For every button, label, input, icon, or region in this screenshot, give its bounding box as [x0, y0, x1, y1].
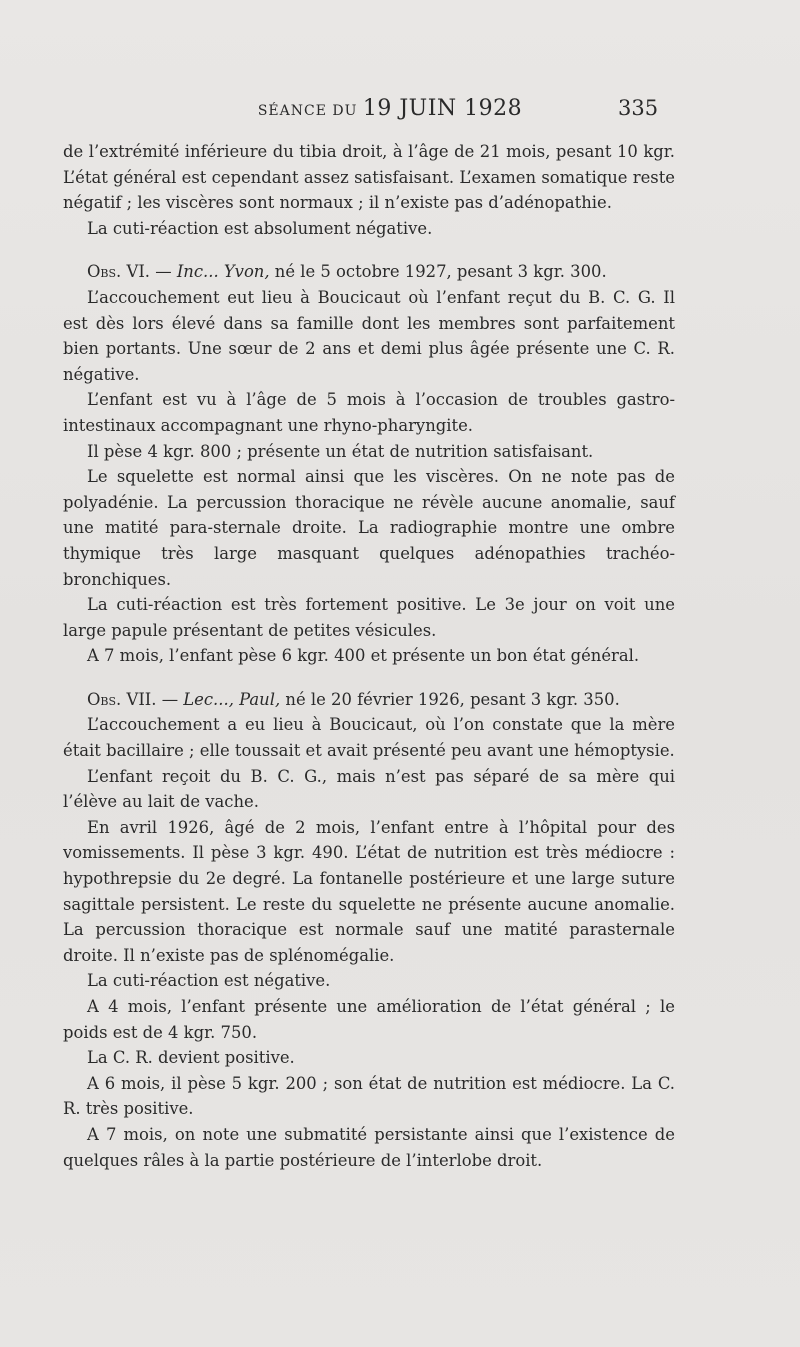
observation-heading: [63, 687, 675, 713]
observation-label: Obs. VII.: [87, 689, 157, 709]
page-number: 335: [618, 96, 659, 120]
patient-name: Lec..., Paul,: [183, 689, 281, 709]
paragraph: Le squelette est normal ainsi que les viscères. On ne note pas de polyadénie. La percussion thoracique ne révèle aucune anomalie, sauf une matité para-sternale droite. La radiographie montre une ombre thymique très large masquant quelques adénopathies trachéo-bronchiques.: [63, 467, 675, 589]
paragraph: L’accouchement eut lieu à Boucicaut où l’enfant reçut du B. C. G. Il est dès lors élevé dans sa famille dont les membres sont parfaitement bien portants. Une sœur de 2 ans et demi plus âgée présente une C. R. négative.: [63, 287, 675, 384]
observation-heading: [63, 259, 675, 285]
paragraph: de l’extrémité inférieure du tibia droit, à l’âge de 21 mois, pesant 10 kgr. L’état général est cependant assez satisfaisant. L’examen somatique reste négatif ; les viscères sont normaux ; il n’existe pas d’adénopathie.: [63, 142, 675, 213]
paragraph: A 7 mois, l’enfant pèse 6 kgr. 400 et présente un bon état général.: [87, 646, 640, 666]
paragraph: La cuti-réaction est très fortement positive. Le 3e jour on voit une large papule présentant de petites vésicules.: [63, 595, 675, 640]
observation-label: Obs. VI.: [87, 262, 150, 282]
paragraph: Il pèse 4 kgr. 800 ; présente un état de nutrition satisfaisant.: [87, 441, 594, 461]
body-text: [63, 139, 675, 1173]
paragraph: L’enfant reçoit du B. C. G., mais n’est pas séparé de sa mère qui l’élève au lait de vache.: [63, 766, 675, 812]
paragraph: A 4 mois, l’enfant présente une amélioration de l’état général ; le poids est de 4 kgr. 750.: [63, 997, 675, 1042]
running-head-date: 19 JUIN 1928: [362, 96, 523, 121]
patient-name: Inc... Yvon,: [176, 262, 270, 282]
paragraph: A 6 mois, il pèse 5 kgr. 200 ; son état de nutrition est médiocre. La C. R. très positive.: [63, 1073, 675, 1119]
running-head-prefix: SÉANCE DU: [257, 103, 363, 119]
observation-details: né le 20 février 1926, pesant 3 kgr. 350.: [280, 689, 620, 709]
paragraph: L’enfant est vu à l’âge de 5 mois à l’occasion de troubles gastro-intestinaux accompagnant une rhyno-pharyngite.: [63, 390, 675, 435]
observation-dash: —: [156, 689, 184, 709]
paragraph: L’accouchement a eu lieu à Boucicaut, où l’on constate que la mère était bacillaire ; elle toussait et avait présenté peu avant une hémoptysie.: [63, 715, 675, 761]
paragraph: La C. R. devient positive.: [87, 1048, 295, 1068]
paragraph: A 7 mois, on note une submatité persistante ainsi que l’existence de quelques râles à la partie postérieure de l’interlobe droit.: [63, 1124, 675, 1170]
paragraph: La cuti-réaction est absolument négative.: [87, 218, 433, 238]
running-head: [240, 96, 540, 121]
paragraph: La cuti-réaction est négative.: [87, 971, 331, 991]
observation-details: né le 5 octobre 1927, pesant 3 kgr. 300.: [269, 262, 607, 282]
paragraph: En avril 1926, âgé de 2 mois, l’enfant entre à l’hôpital pour des vomissements. Il pèse 3 kgr. 490. L’état de nutrition est très médiocre : hypothrepsie du 2e degré. La fontanelle postérieure et une large suture sagittale persistent. Le reste du squelette ne présente aucune anomalie. La percussion thoracique est normale sauf une matité parasternale droite. Il n’existe pas de splénomégalie.: [63, 817, 675, 965]
observation-dash: —: [150, 262, 177, 282]
